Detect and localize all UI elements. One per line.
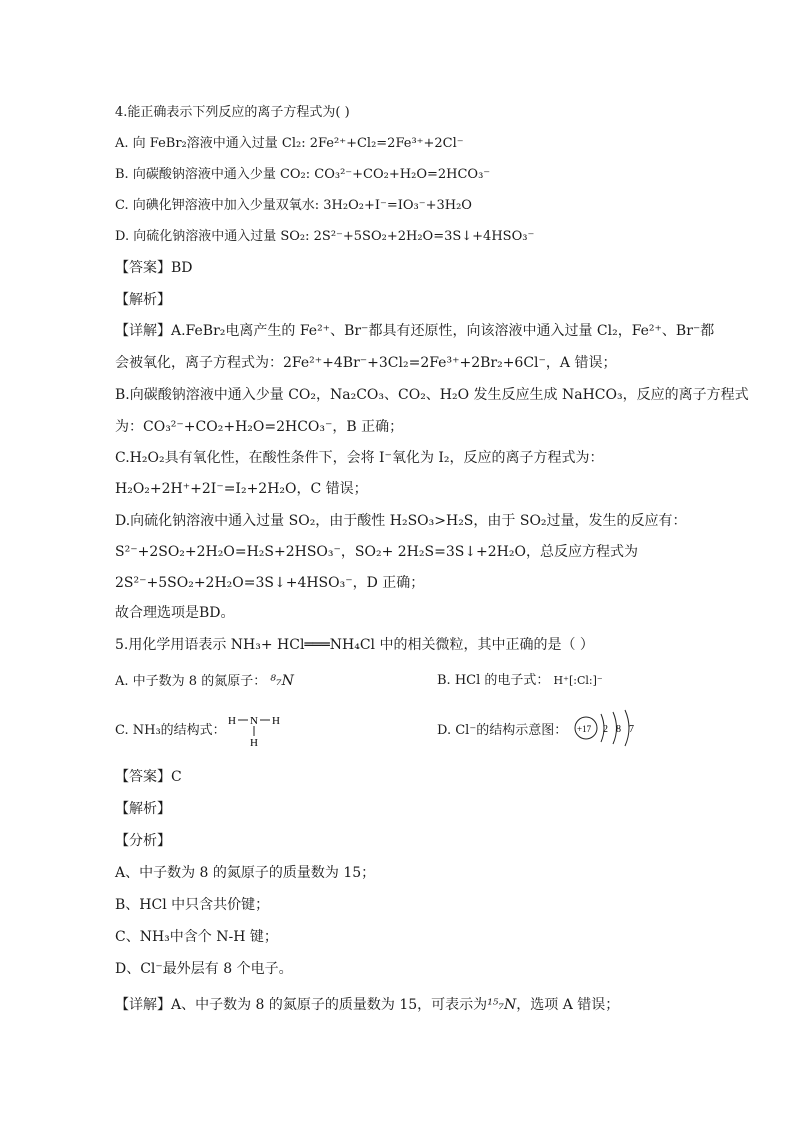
q5-fenxi-d: D、Cl⁻最外层有 8 个电子。 [115,961,293,977]
q5-option-d-label: D. Cl⁻的结构示意图： [437,723,568,738]
cl-shell-2: 8 [616,724,621,735]
q5-detail-a-prefix: 【详解】A、中子数为 8 的氮原子的质量数为 15，可表示为 [115,997,488,1013]
q5-analysis-heading: 【解析】 [115,801,171,817]
q4-option-d: D. 向硫化钠溶液中通入过量 SO₂: 2S²⁻+5SO₂+2H₂O=3S↓+4HSO₃⁻ [115,229,535,244]
q4-answer: 【答案】BD [115,260,193,276]
q4-detail-c-line2: H₂O₂+2H⁺+2I⁻=I₂+2H₂O，C 错误； [115,481,368,497]
q5-fenxi-heading: 【分析】 [115,833,171,849]
q5-detail-a [115,996,619,1014]
nh3-atom-h-right: H [272,715,280,727]
q4-detail-d-line2: S²⁻+2SO₂+2H₂O=H₂S+2HSO₃⁻，SO₂+ 2H₂S=3S↓+2H₂O，总反应方程式为 [115,544,638,560]
q5-option-c-label: C. NH₃的结构式： [115,723,226,738]
q5-detail-a-suffix: ，选项 A 错误； [516,997,620,1013]
nh3-atom-n: N [250,715,258,727]
q5-detail-a-formula: ¹⁵₇N [487,997,517,1013]
q5-option-a-label: A. 中子数为 8 的氮原子： [115,674,267,689]
q4-conclusion: 故合理选项是BD。 [115,605,235,621]
q4-option-b: B. 向碳酸钠溶液中通入少量 CO₂: CO₃²⁻+CO₂+H₂O=2HCO₃⁻ [115,167,491,182]
q5-option-d [437,722,567,740]
q4-detail-b-line2: 为：CO₃²⁻+CO₂+H₂O=2HCO₃⁻，B 正确； [115,419,404,435]
q4-detail-d-line1: D.向硫化钠溶液中通入过量 SO₂，由于酸性 H₂SO₃>H₂S，由于 SO₂过量，发生的反应有： [115,513,687,529]
q4-detail-a-line2: 会被氧化，离子方程式为：2Fe²⁺+4Br⁻+3Cl₂=2Fe³⁺+2Br₂+6Cl⁻，A 错误； [115,355,617,371]
cl-shell-3: 7 [629,724,634,735]
q5-option-b-formula: H⁺[:Cl:]⁻ [553,674,603,687]
q4-option-c: C. 向碘化钾溶液中加入少量双氧水: 3H₂O₂+I⁻=IO₃⁻+3H₂O [115,198,472,213]
q4-option-a: A. 向 FeBr₂溶液中通入过量 Cl₂: 2Fe²⁺+Cl₂=2Fe³⁺+2Cl⁻ [115,136,464,151]
q5-option-a-formula: ⁸₇N [270,673,294,689]
q4-detail-d-line3: 2S²⁻+5SO₂+2H₂O=3S↓+4HSO₃⁻，D 正确； [115,575,425,591]
q5-stem: 5.用化学用语表示 NH₃+ HCl═══NH₄Cl 中的相关微粒，其中正确的是（ ） [115,637,594,653]
q4-detail-c-line1: C.H₂O₂具有氧化性，在酸性条件下，会将 I⁻氧化为 I₂，反应的离子方程式为： [115,450,604,466]
nh3-structure-diagram [226,710,286,750]
q4-detail-a-line1: 【详解】A.FeBr₂电离产生的 Fe²⁺、Br⁻都具有还原性，向该溶液中通入过量 Cl₂，Fe²⁺、Br⁻都 [115,323,715,339]
q4-detail-b-line1: B.向碳酸钠溶液中通入少量 CO₂，Na₂CO₃、CO₂、H₂O 发生反应生成 NaHCO₃，反应的离子方程式 [115,387,749,403]
q5-option-b [437,672,603,690]
nh3-atom-h-left: H [228,715,236,727]
q5-fenxi-a: A、中子数为 8 的氮原子的质量数为 15； [115,865,376,881]
cl-ion-structure-diagram [572,706,642,750]
q4-analysis-heading: 【解析】 [115,292,171,308]
q5-option-c [115,722,226,740]
q5-fenxi-b: B、HCl 中只含共价键； [115,897,270,913]
q5-fenxi-c: C、NH₃中含个 N-H 键； [115,929,278,945]
nh3-atom-h-bottom: H [250,737,258,749]
cl-nucleus-charge: +17 [577,724,592,734]
q5-answer: 【答案】C [115,769,182,785]
cl-shell-1: 2 [603,724,608,735]
q5-option-a [115,672,294,691]
q5-option-b-label: B. HCl 的电子式： [437,673,550,688]
q4-stem: 4.能正确表示下列反应的离子方程式为( ) [115,105,350,120]
